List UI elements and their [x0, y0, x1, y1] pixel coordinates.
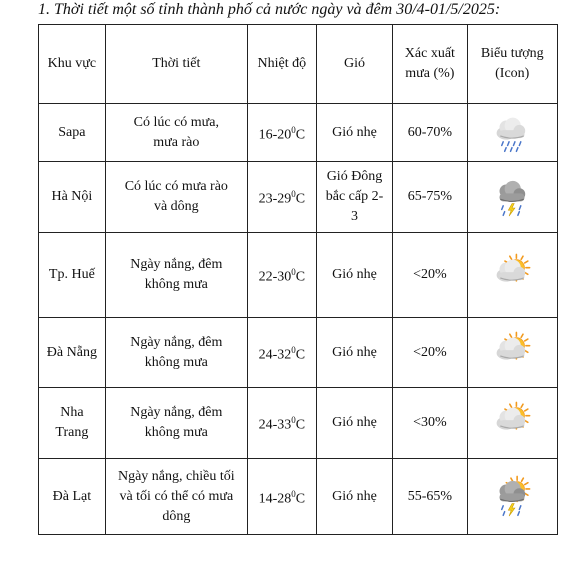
sun-behind-cloud-icon: [472, 253, 554, 297]
wind-line: Gió nhẹ: [332, 488, 377, 504]
temp-unit: C: [295, 127, 306, 143]
cell-icon: [467, 388, 558, 459]
cell-temp: [247, 162, 316, 233]
region-line: Sapa: [58, 124, 86, 140]
header-rain: [393, 25, 467, 104]
region-line: Nha: [60, 405, 84, 420]
header-region: Khu vực: [39, 25, 106, 104]
weather-table: [38, 24, 558, 535]
cell-rain: <30%: [393, 388, 467, 459]
header-row: [39, 25, 558, 104]
cell-temp: [247, 318, 316, 388]
wind-line: Gió nhẹ: [332, 415, 377, 430]
header-rain-line: Xác xuất: [404, 46, 455, 61]
header-temp: Nhiệt độ: [247, 25, 316, 104]
cell-weather: [105, 318, 247, 388]
weather-line: Có lúc có mưa,: [133, 114, 219, 130]
weather-line: Ngày nắng, chiều tối: [117, 468, 235, 484]
temp-unit: C: [295, 191, 306, 207]
cell-region: [39, 104, 106, 162]
page-title: 1. Thời tiết một số tỉnh thành phố cả nước ngày và đêm 30/4-01/5/2025:: [38, 1, 501, 18]
table-row: [39, 388, 558, 459]
cell-temp: [247, 233, 316, 318]
temp-unit: C: [295, 417, 306, 433]
weather-line: Có lúc có mưa rào: [124, 179, 228, 194]
table-row: [39, 318, 558, 388]
region-line: Tp. Huế: [48, 267, 95, 282]
weather-line: Ngày nắng, đêm: [130, 334, 223, 350]
weather-line: và dông: [153, 199, 199, 214]
weather-line: không mưa: [144, 277, 208, 292]
header-icon: [467, 25, 558, 104]
temp-unit: C: [295, 269, 306, 285]
header-wind: Gió: [316, 25, 392, 104]
cell-temp: [247, 104, 316, 162]
weather-line: mưa rào: [153, 134, 200, 150]
cell-weather: [105, 162, 247, 233]
temp-range: 22-30: [258, 269, 292, 285]
region-line: Đà Lạt: [52, 488, 92, 504]
cell-wind: [316, 233, 392, 318]
region-line: Đà Nẵng: [46, 344, 97, 360]
weather-line: Ngày nắng, đêm: [130, 257, 223, 272]
cell-region: [39, 388, 106, 459]
temp-range: 14-28: [258, 491, 292, 507]
cell-rain: <20%: [393, 233, 467, 318]
temp-range: 24-32: [258, 347, 292, 363]
rain-cloud-icon: [472, 111, 554, 155]
cell-icon: [467, 104, 558, 162]
temp-unit: C: [295, 347, 306, 363]
cell-weather: [105, 388, 247, 459]
weather-line: dông: [162, 508, 191, 524]
header-weather: Thời tiết: [105, 25, 247, 104]
wind-line: bắc cấp 2-: [325, 189, 384, 204]
cell-rain: <20%: [393, 318, 467, 388]
thunderstorm-cloud-icon: [472, 175, 554, 219]
cell-icon: [467, 233, 558, 318]
header-icon-line: (Icon): [495, 66, 530, 81]
sun-thunderstorm-cloud-icon: [472, 475, 554, 519]
cell-wind: [316, 318, 392, 388]
cell-icon: [467, 318, 558, 388]
weather-line: Ngày nắng, đêm: [130, 405, 223, 420]
weather-line: không mưa: [144, 425, 208, 440]
cell-wind: [316, 388, 392, 459]
region-line: Hà Nội: [51, 189, 93, 204]
cell-region: [39, 318, 106, 388]
temp-degree: 0: [291, 344, 296, 355]
header-rain-line: mưa (%): [405, 66, 455, 81]
cell-region: [39, 233, 106, 318]
weather-line: và tối có thể có mưa: [119, 488, 234, 504]
weather-line: không mưa: [144, 354, 208, 370]
header-icon-line: Biểu tượng: [480, 46, 544, 61]
temp-degree: 0: [291, 488, 296, 499]
wind-line: Gió nhẹ: [332, 124, 377, 140]
temp-degree: 0: [291, 415, 296, 426]
table-row: [39, 233, 558, 318]
temp-unit: C: [295, 491, 306, 507]
wind-line: Gió nhẹ: [332, 344, 377, 360]
cell-rain: 65-75%: [393, 162, 467, 233]
table-row: [39, 162, 558, 233]
temp-degree: 0: [291, 124, 296, 135]
temp-range: 23-29: [258, 191, 292, 207]
cell-wind: [316, 104, 392, 162]
table-row: [39, 104, 558, 162]
temp-degree: 0: [291, 267, 296, 278]
cell-temp: [247, 388, 316, 459]
temp-range: 16-20: [258, 127, 292, 143]
cell-region: [39, 459, 106, 535]
wind-line: Gió Đông: [326, 169, 383, 184]
cell-region: [39, 162, 106, 233]
wind-line: 3: [351, 209, 358, 224]
cell-weather: [105, 459, 247, 535]
temp-degree: 0: [291, 189, 296, 200]
cell-temp: [247, 459, 316, 535]
wind-line: Gió nhẹ: [332, 267, 377, 282]
temp-range: 24-33: [258, 417, 292, 433]
cell-icon: [467, 459, 558, 535]
cell-icon: [467, 162, 558, 233]
table-row: [39, 459, 558, 535]
cell-weather: [105, 233, 247, 318]
cell-weather: [105, 104, 247, 162]
cell-wind: [316, 459, 392, 535]
cell-wind: [316, 162, 392, 233]
region-line: Trang: [55, 425, 89, 440]
cell-rain: 60-70%: [393, 104, 467, 162]
cell-rain: 55-65%: [393, 459, 467, 535]
sun-behind-cloud-icon: [472, 331, 554, 375]
sun-behind-cloud-icon: [472, 401, 554, 445]
